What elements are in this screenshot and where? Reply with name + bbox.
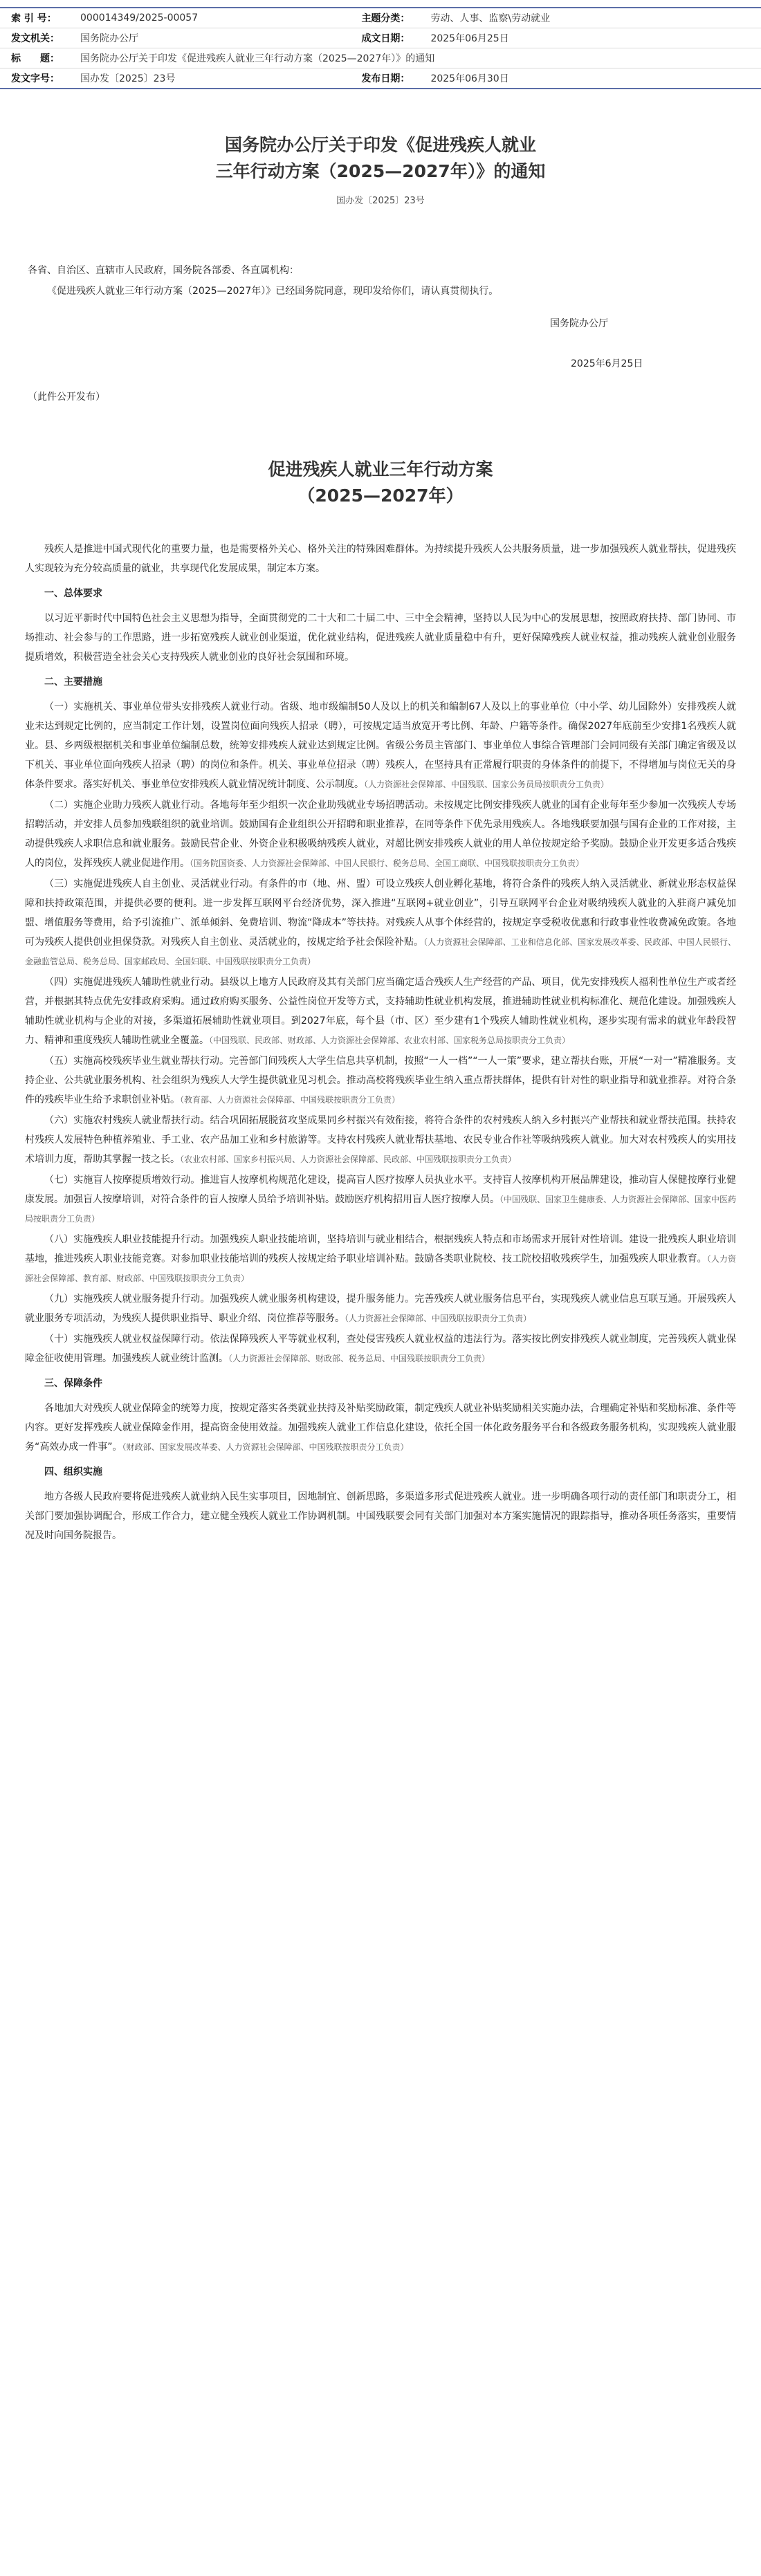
notice-docno: 国办发〔2025〕23号 [336,196,425,206]
index-value: 000014349/2025-00057 [80,12,199,24]
meta-row-1 [0,7,761,28]
measure-5-source: （教育部、人力资源社会保障部、中国残联按职责分工负责） [180,1095,401,1105]
measure-5 [25,1051,736,1110]
measure-2-text: （二）实施企业助力残疾人就业行动。各地每年至少组织一次企业助残就业专场招聘活动。未按规定比例安排残疾人就业的国有企业每年至少参加一次残疾人专场招聘活动，并安排人员参加残联组织的就业培训。鼓励国有企业组织公开招聘和职业推荐，在同等条件下优先录用残疾人。各地残联要加强与国有企业的工作对接，主动提供残疾人求职信息和就业服务。鼓励民营企业、外资企业积极吸纳残疾人就业，对超比例安排残疾人就业的用人单位按规定给予奖励。鼓励企业开发更多适合残疾人的岗位，发挥残疾人就业促进作用。 [25,800,736,869]
plan-title [0,457,761,509]
measure-7-text: （七）实施盲人按摩提质增效行动。推进盲人按摩机构规范化建设，提高盲人医疗按摩人员执业水平。支持盲人按摩机构开展品牌建设，推动盲人保健按摩行业健康发展。加强盲人按摩培训，对符合条件的盲人按摩人员给予培训补贴。鼓励医疗机构招用盲人医疗按摩人员。 [25,1175,736,1205]
plan-title-sub: （2025—2027年） [297,486,464,506]
measure-4 [25,973,736,1050]
page [0,7,761,2576]
measure-10-source: （人力资源社会保障部、财政部、税务总局、中国残联按职责分工负责） [228,1354,490,1363]
title-value: 国务院办公厅关于印发《促进残疾人就业三年行动方案（2025—2027年）》的通知 [80,53,435,64]
title-label: 标 题： [11,53,59,64]
measure-7 [25,1170,736,1229]
public-note: （此件公开发布） [28,392,105,403]
measure-3-source: （人力资源社会保障部、工业和信息化部、国家发展改革委、民政部、中国人民银行、金融监管总局、税务总局、国家邮政局、全国妇联、中国残联按职责分工负责） [25,937,736,966]
measure-8-source: （人力资源社会保障部、教育部、财政部、中国残联按职责分工负责） [25,1254,736,1283]
plan-title-main: 促进残疾人就业三年行动方案 [268,459,493,479]
section-3-text: 各地加大对残疾人就业保障金的统筹力度，按规定落实各类就业扶持及补贴奖励政策，制定残疾人就业补贴奖励相关实施办法，合理确定补贴和奖励标准、条件等内容。更好发挥残疾人就业保障金作用，提高资金使用效益。加强残疾人就业工作信息化建设，依托全国一体化政务服务平台和各级政务服务机构，实现残疾人就业服务“高效办成一件事”。 [25,1403,736,1453]
document-meta-table [0,7,761,89]
category-label: 主题分类： [361,13,410,24]
title-cell [0,51,761,65]
measure-9-source: （人力资源社会保障部、中国残联按职责分工负责） [345,1314,532,1323]
measure-1 [25,697,736,794]
category-value: 劳动、人事、监察\劳动就业 [430,13,551,24]
section-3-paragraph [25,1399,736,1457]
measure-5-text: （五）实施高校残疾毕业生就业帮扶行动。完善部门间残疾人大学生信息共享机制，按照“一人一档”“一人一策”要求，建立帮扶台账，开展“一对一”精准服务。支持企业、公共就业服务机构、社会组织为残疾人大学生提供就业见习机会。推动高校将残疾毕业生纳入重点帮扶群体，提供有针对性的职业指导和就业推荐。对符合条件的残疾毕业生给予求职创业补贴。 [25,1056,736,1105]
measure-6-text: （六）实施农村残疾人就业帮扶行动。结合巩固拓展脱贫攻坚成果同乡村振兴有效衔接，将符合条件的农村残疾人纳入乡村振兴产业帮扶和就业帮扶范围。扶持农村残疾人发展特色种植养殖业、手工业、农产品加工业和乡村旅游等。支持农村残疾人就业帮扶基地、农民专业合作社等吸纳残疾人就业。加大对农村残疾人的实用技术培训力度，帮助其掌握一技之长。 [25,1115,736,1165]
measure-2 [25,795,736,873]
published-cell [340,71,761,85]
notice-title [201,132,560,185]
section-3-heading: 三、保障条件 [44,1378,102,1389]
issuer-value: 国务院办公厅 [80,33,138,44]
measure-1-source: （人力资源社会保障部、中国残联、国家公务员局按职责分工负责） [364,780,609,789]
measure-3 [25,874,736,971]
meta-row-3 [0,48,761,68]
notice-title-line-2: 三年行动方案（2025—2027年）》的通知 [215,161,546,181]
measure-4-source: （中国残联、民政部、财政部、人力资源社会保障部、农业农村部、国家税务总局按职责分工负责） [209,1036,571,1045]
published-label: 发布日期： [361,73,410,84]
category-cell [340,11,761,25]
measure-1-text: （一）实施机关、事业单位带头安排残疾人就业行动。省级、地市级编制50人及以上的机关和编制67人及以上的事业单位（中小学、幼儿园除外）安排残疾人就业未达到规定比例的，应当制定工作计划，设置岗位面向残疾人招录（聘），可按规定适当放宽开考比例、年龄、户籍等条件。确保2027年底前至少安排1名残疾人就业。县、乡两级根据机关和事业单位编制总数，统筹安排残疾人就业达到规定比例。省级公务员主管部门、事业单位人事综合管理部门会同同级有关部门确定省级及以下机关、事业单位面向残疾人招录（聘）的岗位和条件。机关、事业单位招录（聘）残疾人，在坚持具有正常履行职责的身体条件的前提下，不得增加与岗位无关的身体条件要求。落实好机关、事业单位安排残疾人就业情况统计制度、公示制度。 [25,701,736,790]
docno-label: 发文字号： [11,73,59,84]
section-3-source: （财政部、国家发展改革委、人力资源社会保障部、中国残联按职责分工负责） [122,1442,409,1452]
docno-value: 国办发〔2025〕23号 [80,73,176,84]
measure-2-source: （国务院国资委、人力资源社会保障部、中国人民银行、税务总局、全国工商联、中国残联按职责分工负责） [190,858,585,868]
index-cell [0,11,340,25]
notice-signer: 国务院办公厅 [550,318,608,329]
measure-6 [25,1111,736,1169]
docno-cell [0,71,340,85]
notice-salutation-block [28,260,733,302]
section-2-heading: 二、主要措施 [44,677,102,688]
written-value: 2025年06月25日 [430,33,509,44]
measure-8 [25,1230,736,1288]
plan-intro: 残疾人是推进中国式现代化的重要力量，也是需要格外关心、格外关注的特殊困难群体。为持续提升残疾人公共服务质量，进一步加强残疾人就业帮扶，促进残疾人实现较为充分较高质量的就业，共享现代化发展成果，制定本方案。 [25,544,736,574]
notice-salutation: 各省、自治区、直辖市人民政府，国务院各部委、各直属机构： [28,265,299,276]
measure-6-source: （农业农村部、国家乡村振兴局、人力资源社会保障部、民政部、中国残联按职责分工负责） [180,1154,517,1164]
section-1-paragraph: 以习近平新时代中国特色社会主义思想为指导，全面贯彻党的二十大和二十届二中、三中全会精神，坚持以人民为中心的发展思想，按照政府扶持、部门协同、市场推动、社会参与的工作思路，进一步拓宽残疾人就业创业渠道，优化就业结构，促进残疾人就业质量稳中有升，更好保障残疾人就业权益，推动残疾人就业创业服务提质增效，积极营造全社会关心支持残疾人就业创业的良好社会氛围和环境。 [25,613,736,663]
published-value: 2025年06月30日 [430,73,509,84]
issuer-cell [0,31,340,45]
written-label: 成文日期： [361,33,410,44]
written-cell [340,31,761,45]
issuer-label: 发文机关： [11,33,59,44]
measure-4-text: （四）实施促进残疾人辅助性就业行动。县级以上地方人民政府及其有关部门应当确定适合残疾人生产经营的产品、项目，优先安排残疾人福利性单位生产或者经营，并根据其特点优先安排政府采购。通过政府购买服务、公益性岗位开发等方式，支持辅助性就业机构发展，推进辅助性就业机构标准化、规范化建设。加强残疾人辅助性就业机构与企业的对接，多渠道拓展辅助性就业项目。到2027年底，每个县（市、区）至少建有1个残疾人辅助性就业机构，逐步实现有需求的就业年龄段智力、精神和重度残疾人辅助性就业全覆盖。 [25,977,736,1046]
measure-3-text: （三）实施促进残疾人自主创业、灵活就业行动。有条件的市（地、州、盟）可设立残疾人创业孵化基地，将符合条件的残疾人纳入灵活就业、新就业形态权益保障和扶持政策范围，并提供必要的便利。进一步发挥互联网平台经济优势，深入推进“互联网+就业创业”，引导互联网平台企业对吸纳残疾人就业的入驻商户减免加盟、增值服务等费用，给予引流推广、派单倾斜、免费培训、物流“降成本”等扶持。对残疾人从事个体经营的，按规定享受税收优惠和行政事业性收费减免政策。各地可为残疾人提供创业担保贷款。对残疾人自主创业、灵活就业的，按规定给予社会保险补贴。 [25,878,736,948]
index-label: 索 引 号： [11,13,57,24]
notice-title-line-1: 国务院办公厅关于印发《促进残疾人就业 [224,135,536,155]
measure-10-text: （十）实施残疾人就业权益保障行动。依法保障残疾人平等就业权利，查处侵害残疾人就业权益的违法行为。落实按比例安排残疾人就业制度，完善残疾人就业保障金征收使用管理。加强残疾人就业统计监测。 [25,1334,736,1364]
plan-body [25,540,736,1545]
section-4-heading: 四、组织实施 [44,1466,102,1478]
measure-9 [25,1289,736,1328]
section-4-paragraph: 地方各级人民政府要将促进残疾人就业纳入民生实事项目，因地制宜、创新思路，多渠道多形式促进残疾人就业。进一步明确各项行动的责任部门和职责分工，相关部门要加强协调配合，形成工作合力，建立健全残疾人就业工作协调机制。中国残联要会同有关部门加强对本方案实施情况的跟踪指导，推动各项任务落实，重要情况及时向国务院报告。 [25,1491,736,1541]
meta-row-2 [0,28,761,48]
section-1-heading: 一、总体要求 [44,588,102,599]
measure-9-text: （九）实施残疾人就业服务提升行动。加强残疾人就业服务机构建设，提升服务能力。完善残疾人就业服务信息平台，实现残疾人就业信息互联互通。开展残疾人就业服务专项活动，为残疾人提供职业指导、职业介绍、岗位推荐等服务。 [25,1294,736,1324]
notice-body: 《促进残疾人就业三年行动方案（2025—2027年）》已经国务院同意，现印发给你们，请认真贯彻执行。 [47,286,499,297]
notice-date: 2025年6月25日 [571,358,643,369]
measure-10 [25,1330,736,1368]
measure-8-text: （八）实施残疾人职业技能提升行动。加强残疾人职业技能培训，坚持培训与就业相结合，根据残疾人特点和市场需求开展针对性培训。建设一批残疾人职业培训基地，推进残疾人职业技能竞赛。对参加职业技能培训的残疾人按规定给予职业培训补贴。鼓励各类职业院校、技工院校招收残疾学生，加强残疾人职业教育。 [25,1234,736,1264]
meta-row-4 [0,68,761,89]
measure-7-source: （中国残联、国家卫生健康委、人力资源社会保障部、国家中医药局按职责分工负责） [25,1195,737,1224]
